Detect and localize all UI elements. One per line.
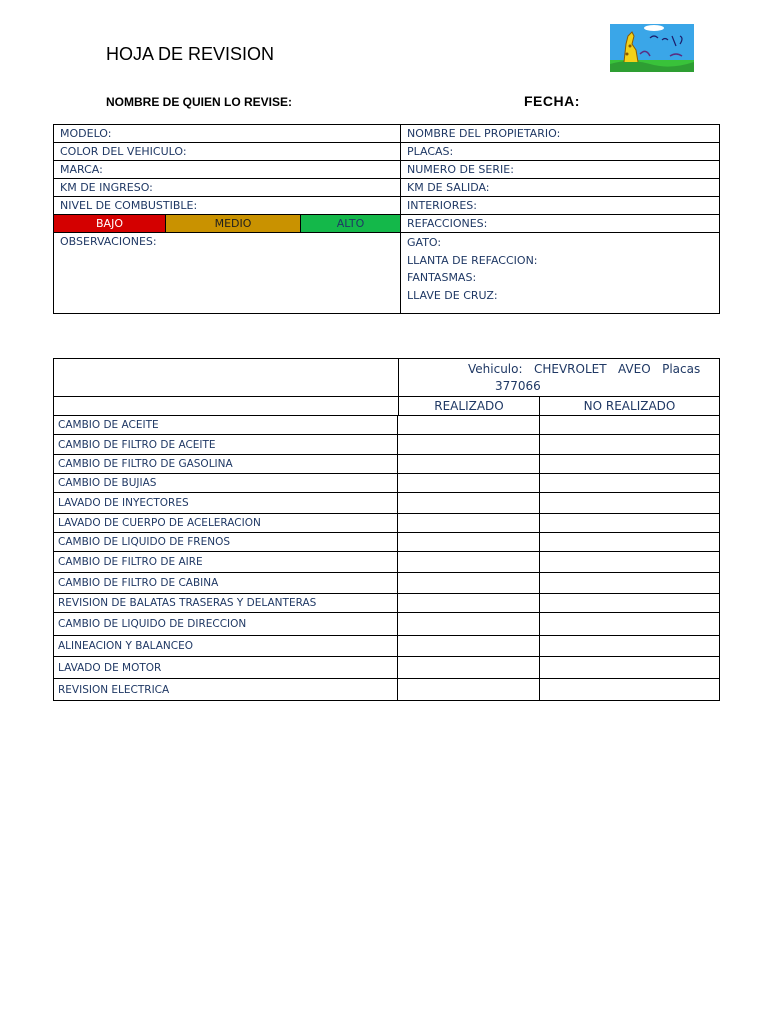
plates-field: PLACAS:	[401, 143, 719, 161]
service-label: REVISION DE BALATAS TRASERAS Y DELANTERAS	[54, 594, 398, 612]
table-row	[54, 552, 719, 573]
service-label: CAMBIO DE FILTRO DE AIRE	[54, 552, 398, 572]
done-cell[interactable]	[399, 455, 540, 473]
not-done-cell[interactable]	[540, 573, 719, 593]
color-field: COLOR DEL VEHICULO:	[54, 143, 400, 161]
done-cell[interactable]	[399, 573, 540, 593]
table-row	[54, 435, 719, 455]
not-done-cell[interactable]	[540, 679, 719, 700]
service-checklist-table	[53, 358, 720, 701]
column-header-done: REALIZADO	[399, 397, 540, 416]
subheader-blank-cell	[54, 397, 399, 416]
owner-name-field: NOMBRE DEL PROPIETARIO:	[401, 125, 719, 143]
not-done-cell[interactable]	[540, 533, 719, 551]
table-row	[54, 416, 719, 435]
fuel-low-cell: BAJO	[54, 215, 166, 233]
fuel-medium-cell: MEDIO	[166, 215, 301, 233]
not-done-cell[interactable]	[540, 657, 719, 678]
table-row	[54, 636, 719, 657]
vehicle-plates: 377066	[495, 379, 541, 393]
km-out-field: KM DE SALIDA:	[401, 179, 719, 197]
table-row	[54, 573, 719, 594]
done-cell[interactable]	[399, 474, 540, 492]
giraffe-logo-icon	[610, 24, 694, 72]
list-item: LLAVE DE CRUZ:	[407, 288, 498, 302]
not-done-cell[interactable]	[540, 594, 719, 612]
not-done-cell[interactable]	[540, 552, 719, 572]
service-label: CAMBIO DE ACEITE	[54, 416, 398, 434]
list-item: LLANTA DE REFACCION:	[407, 253, 538, 267]
date-label: FECHA:	[524, 93, 580, 109]
done-cell[interactable]	[399, 416, 540, 434]
not-done-cell[interactable]	[540, 514, 719, 532]
table-row	[54, 533, 719, 552]
done-cell[interactable]	[399, 679, 540, 700]
vehicle-info-table	[53, 124, 720, 314]
serial-number-field: NUMERO DE SERIE:	[401, 161, 719, 179]
interiors-field: INTERIORES:	[401, 197, 719, 215]
spare-items-list	[407, 234, 538, 304]
observations-label: OBSERVACIONES:	[60, 235, 157, 248]
service-label: CAMBIO DE BUJIAS	[54, 474, 398, 492]
page-title: HOJA DE REVISION	[106, 44, 275, 64]
done-cell[interactable]	[399, 636, 540, 656]
service-label: CAMBIO DE LIQUIDO DE FRENOS	[54, 533, 398, 551]
done-cell[interactable]	[399, 514, 540, 532]
table-row	[54, 657, 719, 679]
service-label: CAMBIO DE FILTRO DE CABINA	[54, 573, 398, 593]
not-done-cell[interactable]	[540, 636, 719, 656]
model-field: MODELO:	[54, 125, 400, 143]
not-done-cell[interactable]	[540, 455, 719, 473]
service-label: CAMBIO DE FILTRO DE ACEITE	[54, 435, 398, 454]
spare-parts-field: REFACCIONES:	[401, 215, 719, 233]
done-cell[interactable]	[399, 493, 540, 513]
done-cell[interactable]	[399, 594, 540, 612]
not-done-cell[interactable]	[540, 416, 719, 434]
table-row	[54, 493, 719, 514]
fuel-level-field: NIVEL DE COMBUSTIBLE:	[54, 197, 400, 215]
list-item: GATO:	[407, 236, 442, 249]
table-row	[54, 455, 719, 474]
column-header-not-done: NO REALIZADO	[540, 397, 719, 416]
fuel-high-cell: ALTO	[301, 215, 400, 233]
service-label: CAMBIO DE LIQUIDO DE DIRECCION	[54, 613, 398, 635]
header-blank-cell	[54, 359, 399, 397]
reviewer-name-label: NOMBRE DE QUIEN LO REVISE:	[106, 95, 293, 109]
brand-field: MARCA:	[54, 161, 400, 179]
table-row	[54, 679, 719, 700]
table-row	[54, 594, 719, 613]
service-label: LAVADO DE INYECTORES	[54, 493, 398, 513]
vehicle-description: Vehiculo: CHEVROLET AVEO Placas	[468, 362, 701, 376]
not-done-cell[interactable]	[540, 493, 719, 513]
service-label: REVISION ELECTRICA	[54, 679, 398, 700]
vehicle-header-cell	[399, 359, 719, 397]
table-row	[54, 474, 719, 493]
service-label: ALINEACION Y BALANCEO	[54, 636, 398, 656]
done-cell[interactable]	[399, 657, 540, 678]
service-label: CAMBIO DE FILTRO DE GASOLINA	[54, 455, 398, 473]
done-cell[interactable]	[399, 533, 540, 551]
not-done-cell[interactable]	[540, 613, 719, 635]
service-label: LAVADO DE MOTOR	[54, 657, 398, 678]
not-done-cell[interactable]	[540, 474, 719, 492]
done-cell[interactable]	[399, 552, 540, 572]
table-row	[54, 613, 719, 636]
km-in-field: KM DE INGRESO:	[54, 179, 400, 197]
list-item: FANTASMAS:	[407, 271, 477, 284]
not-done-cell[interactable]	[540, 435, 719, 454]
done-cell[interactable]	[399, 435, 540, 454]
service-label: LAVADO DE CUERPO DE ACELERACION	[54, 514, 398, 532]
table-row	[54, 514, 719, 533]
done-cell[interactable]	[399, 613, 540, 635]
